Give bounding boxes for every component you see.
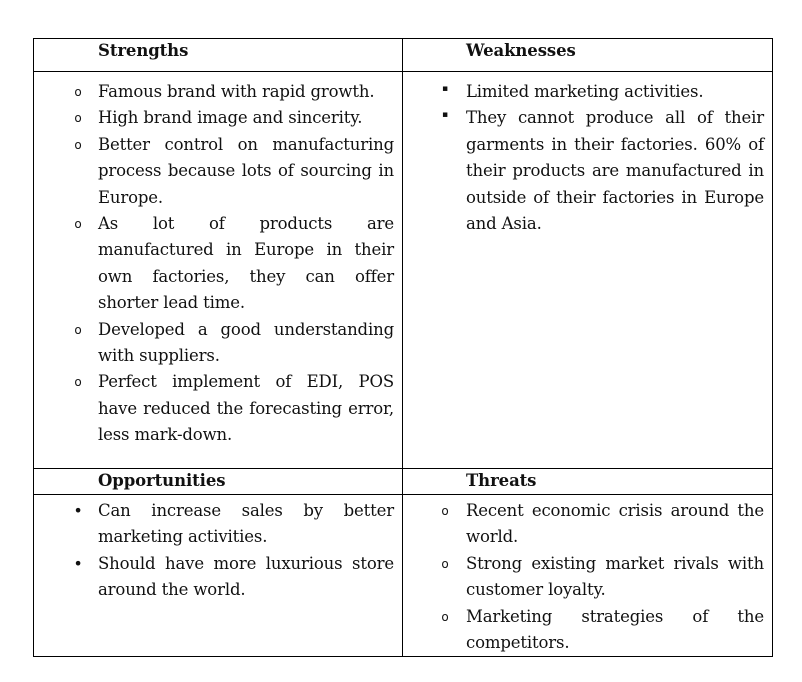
strengths-item-text: Developed a good understanding with suppliers. <box>98 319 394 366</box>
body-row-top <box>34 72 773 469</box>
strengths-item <box>34 211 402 317</box>
header-row-bottom <box>34 469 773 495</box>
weaknesses-item <box>403 79 772 105</box>
weaknesses-list <box>403 72 772 237</box>
threats-item-text: Marketing strategies of the competitors. <box>466 606 764 653</box>
circle-bullet-icon: o <box>441 609 449 624</box>
threats-item <box>403 604 772 657</box>
weaknesses-header-cell <box>403 39 773 72</box>
strengths-item <box>34 79 402 105</box>
strengths-item <box>34 369 402 448</box>
strengths-list <box>34 72 402 449</box>
strengths-item <box>34 105 402 131</box>
circle-bullet-icon: o <box>441 504 449 518</box>
circle-bullet-icon: o <box>74 322 82 337</box>
weaknesses-item-text: They cannot produce all of their garments in their factories. 60% of their products are manufactured in outside of their factories in Europe and Asia. <box>466 108 764 234</box>
opportunities-item <box>34 498 402 551</box>
strengths-header-cell <box>34 39 403 72</box>
threats-heading: Threats <box>466 471 537 490</box>
strengths-item-text: As lot of products are manufactured in Europe in their own factories, they can offer shorter lead time. <box>98 214 394 313</box>
strengths-heading: Strengths <box>98 41 189 60</box>
strengths-item-text: Better control on manufacturing process because lots of sourcing in Europe. <box>98 134 394 207</box>
opportunities-item-text: Can increase sales by better marketing activities. <box>98 501 394 547</box>
circle-bullet-icon: o <box>74 137 82 152</box>
strengths-item-text: Perfect implement of EDI, POS have reduced the forecasting error, less mark-down. <box>98 372 394 445</box>
opportunities-list <box>34 495 402 604</box>
square-bullet-icon: ▪ <box>442 110 448 121</box>
threats-item-text: Strong existing market rivals with customer loyalty. <box>466 553 764 600</box>
strengths-cell <box>34 72 403 469</box>
strengths-item <box>34 132 402 211</box>
strengths-item-text: Famous brand with rapid growth. <box>98 82 375 101</box>
circle-bullet-icon: o <box>74 217 82 232</box>
threats-header-cell <box>403 469 773 495</box>
threats-cell <box>403 495 773 657</box>
weaknesses-item <box>403 105 772 237</box>
weaknesses-item-text: Limited marketing activities. <box>466 82 704 101</box>
threats-list <box>403 495 772 656</box>
strengths-item <box>34 317 402 370</box>
circle-bullet-icon: o <box>441 556 449 571</box>
opportunities-item-text: Should have more luxurious store around the world. <box>98 553 394 600</box>
opportunities-cell <box>34 495 403 657</box>
swot-table <box>33 38 773 657</box>
circle-bullet-icon: o <box>74 85 82 99</box>
strengths-item-text: High brand image and sincerity. <box>98 108 363 128</box>
opportunities-item <box>34 551 402 604</box>
weaknesses-heading: Weaknesses <box>466 41 576 60</box>
circle-bullet-icon: o <box>74 375 82 390</box>
square-bullet-icon: ▪ <box>442 84 448 94</box>
threats-item <box>403 498 772 551</box>
opportunities-header-cell <box>34 469 403 495</box>
header-row-top <box>34 39 773 72</box>
weaknesses-cell <box>403 72 773 469</box>
threats-item <box>403 551 772 604</box>
dot-bullet-icon: • <box>73 501 83 520</box>
threats-item-text: Recent economic crisis around the world. <box>466 501 764 547</box>
dot-bullet-icon: • <box>73 553 83 573</box>
body-row-bottom <box>34 495 773 657</box>
circle-bullet-icon: o <box>74 111 82 126</box>
opportunities-heading: Opportunities <box>98 471 226 490</box>
